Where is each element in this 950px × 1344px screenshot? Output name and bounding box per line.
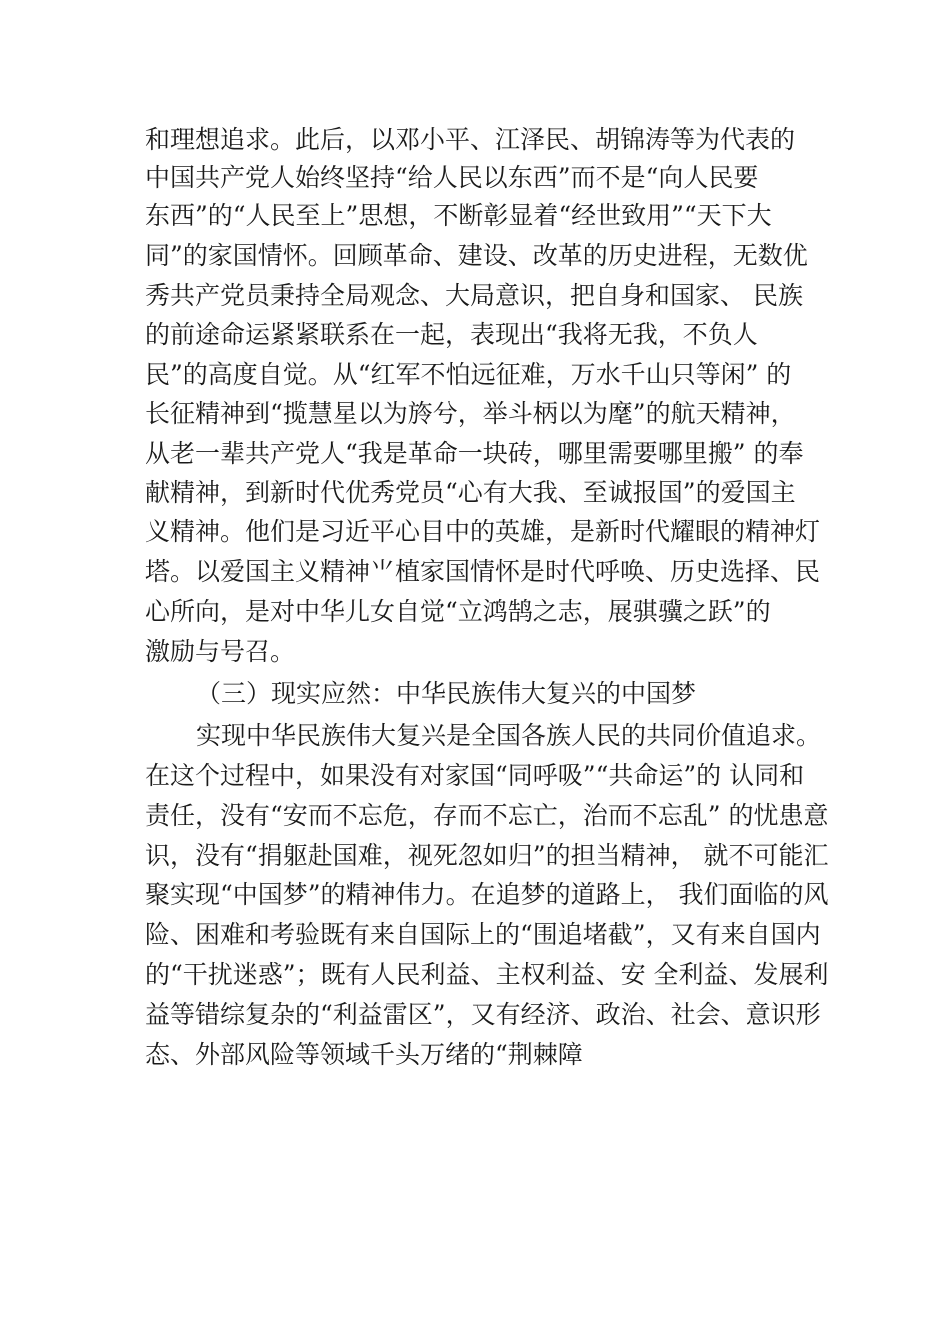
text-line: 在这个过程中，如果没有对家国“同呼吸”“共命运”的 认同和 bbox=[145, 761, 805, 790]
text-line: 激励与号召。 bbox=[145, 637, 296, 666]
text-line: 献精神，到新时代优秀党员“心有大我、至诚报国”的爱国主 bbox=[145, 478, 796, 507]
text-line: 的前途命运紧紧联系在一起，表现出“我将无我，不负人 bbox=[145, 320, 758, 349]
text-line: 益等错综复杂的“利益雷区”，又有经济、政治、社会、意识形 bbox=[145, 1000, 821, 1029]
text-line: 责任，没有“安而不忘危，存而不忘亡，治而不忘乱” 的忧患意 bbox=[145, 801, 829, 830]
text-line: 的“干扰迷惑”；既有人民利益、主权利益、安 全利益、发展利 bbox=[145, 960, 829, 989]
text-line: 险、困难和考验既有来自国际上的“围追堵截”，又有来自国内 bbox=[145, 920, 821, 949]
text-line: 东西”的“人民至上”思想，不断彰显着“经世致用”“天下大 bbox=[145, 201, 772, 230]
section-heading: （三）现实应然：中华民族伟大复兴的中国梦 bbox=[196, 679, 697, 708]
text-line: 中国共产党人始终坚持“给人民以东西”而不是“向人民要 bbox=[145, 163, 759, 192]
text-line: 和理想追求。此后，以邓小平、江泽民、胡锦涛等为代表的 bbox=[145, 125, 796, 154]
text-line: 心所向，是对中华儿女自觉“立鸿鹄之志，展骐骥之跃”的 bbox=[145, 597, 771, 626]
text-line: 塔。以爱国主义精神⺌植家国情怀是时代呼唤、历史选择、民 bbox=[145, 557, 821, 586]
text-line: 民”的高度自觉。从“红军不怕远征难，万水千山只等闲” 的 bbox=[145, 360, 792, 389]
text-line: 实现中华民族伟大复兴是全国各族人民的共同价值追求。 bbox=[196, 721, 822, 750]
text-line: 从老一辈共产党人“我是革命一块砖，哪里需要哪里搬” 的奉 bbox=[145, 439, 804, 468]
text-line: 态、外部风险等领域千头万绪的“荆棘障 bbox=[145, 1040, 583, 1069]
text-line: 识，没有“捐躯赴国难，视死忽如归”的担当精神， 就不可能汇 bbox=[145, 841, 829, 870]
text-line: 义精神。他们是习近平心目中的英雄，是新时代耀眼的精神灯 bbox=[145, 517, 821, 546]
text-line: 长征精神到“揽慧星以为旍兮，举斗柄以为麾”的航天精神， bbox=[145, 399, 796, 428]
text-line: 聚实现“中国梦”的精神伟力。在追梦的道路上， 我们面临的风 bbox=[145, 880, 829, 909]
text-line: 秀共产党员秉持全局观念、大局意识，把自身和国家、 民族 bbox=[145, 281, 803, 310]
text-line: 同”的家国情怀。回顾革命、建设、改革的历史进程，无数优 bbox=[145, 241, 808, 270]
